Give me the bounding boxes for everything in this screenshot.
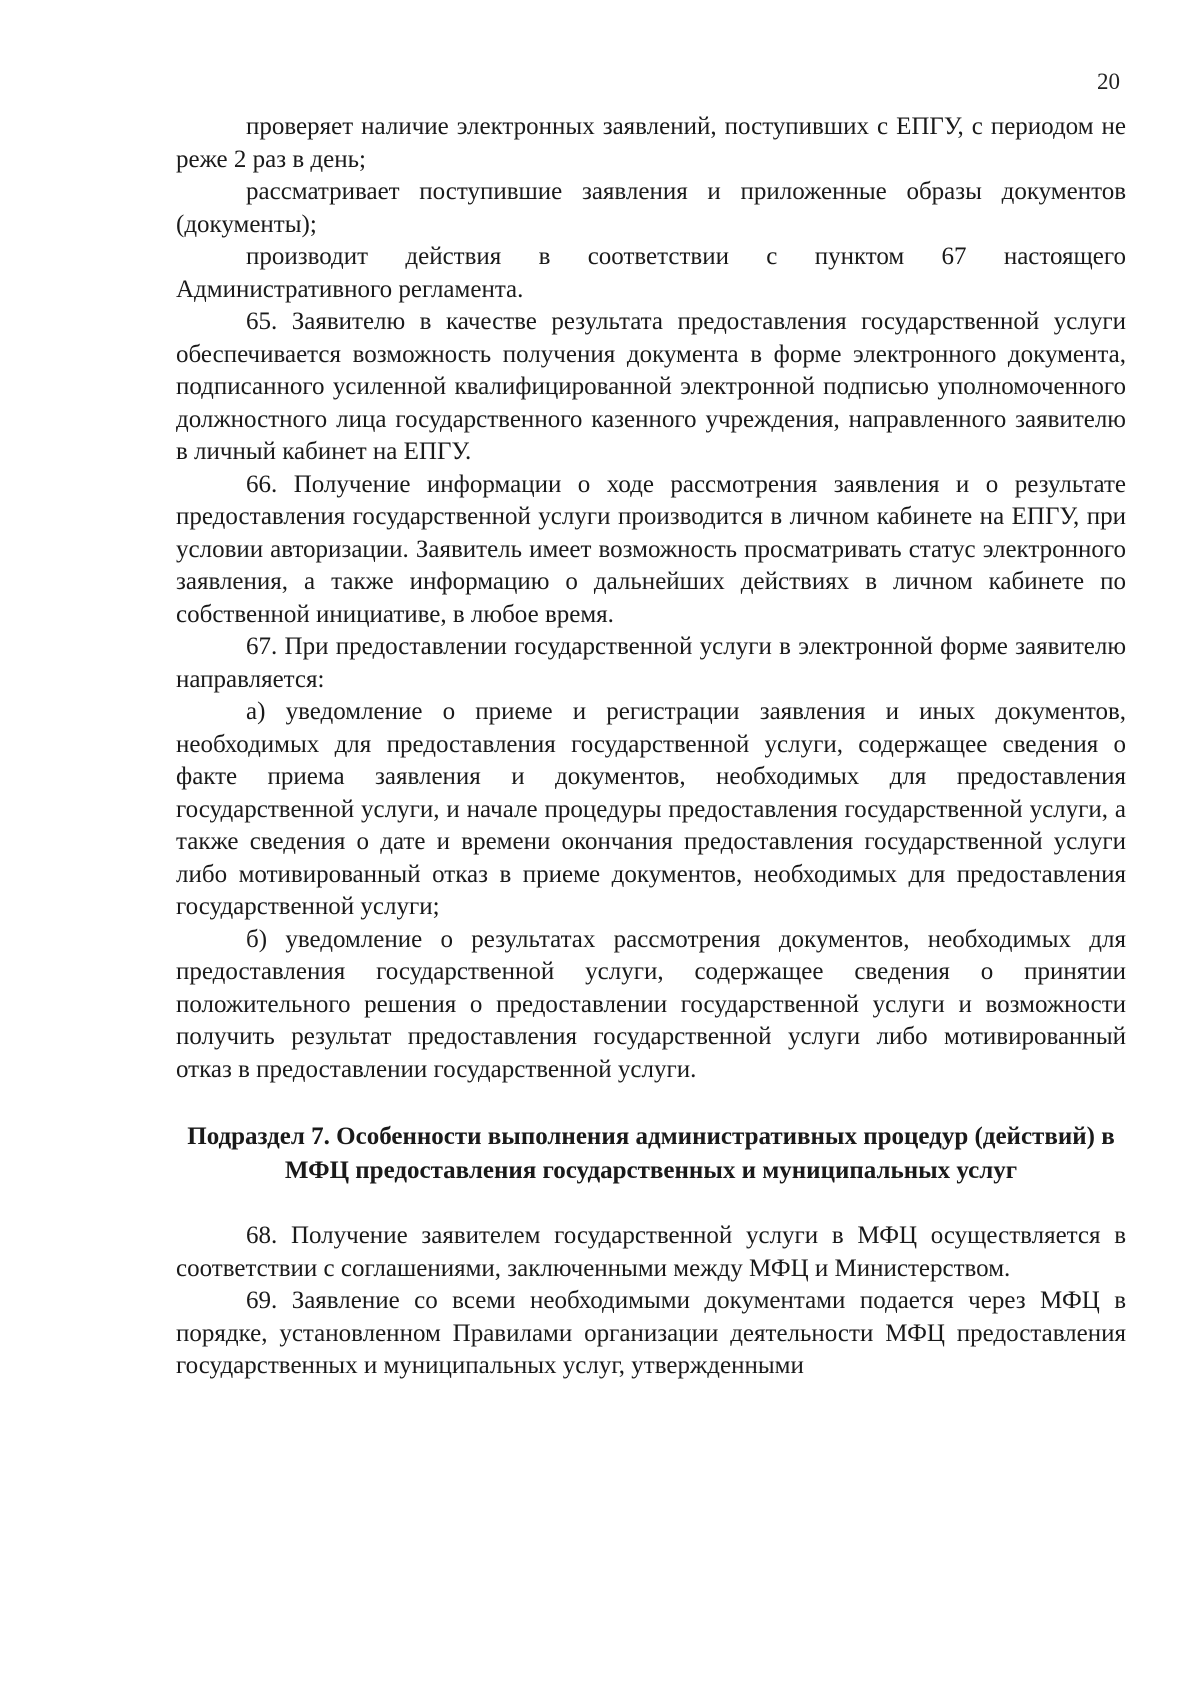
paragraph: проверяет наличие электронных заявлений, поступивших с ЕПГУ, с периодом не реже 2 раз в день; xyxy=(176,113,1126,173)
paragraph: производит действия в соответствии с пунктом 67 настоящего Административного регламента. xyxy=(176,243,1126,303)
paragraph-67: 67. При предоставлении государственной услуги в электронной форме заявителю направляется: xyxy=(176,633,1126,693)
section-heading: Подраздел 7. Особенности выполнения административных процедур (действий) в МФЦ предоставления государственных и муниципальных услуг xyxy=(187,1123,1115,1184)
paragraph-65: 65. Заявителю в качестве результата предоставления государственной услуги обеспечивается возможность получения документа в форме электронного документа, подписанного усиленной квалифицированной электронной подписью уполномоченного должностного лица государственного казенного учреждения, направленного заявителю в личный кабинет на ЕПГУ. xyxy=(176,308,1126,465)
page-number: 20 xyxy=(1097,69,1120,94)
paragraph-69: 69. Заявление со всеми необходимыми документами подается через МФЦ в порядке, установленном Правилами организации деятельности МФЦ предоставления государственных и муниципальных услуг, утвержденными xyxy=(176,1287,1126,1379)
document-body xyxy=(176,111,1126,1383)
paragraph-67a: а) уведомление о приеме и регистрации заявления и иных документов, необходимых для предоставления государственной услуги, содержащее сведения о факте приема заявления и документов, необходимых для предоставления государственной услуги, и начале процедуры предоставления государственной услуги, а также сведения о дате и времени окончания предоставления государственной услуги либо мотивированный отказ в приеме документов, необходимых для предоставления государственной услуги; xyxy=(176,698,1126,920)
paragraph-66: 66. Получение информации о ходе рассмотрения заявления и о результате предоставления государственной услуги производится в личном кабинете на ЕПГУ, при условии авторизации. Заявитель имеет возможность просматривать статус электронного заявления, а также информацию о дальнейших действиях в личном кабинете по собственной инициативе, в любое время. xyxy=(176,470,1126,628)
paragraph-67b: б) уведомление о результатах рассмотрения документов, необходимых для предоставления государственной услуги, содержащее сведения о принятии положительного решения о предоставлении государственной услуги и возможности получить результат предоставления государственной услуги либо мотивированный отказ в предоставлении государственной услуги. xyxy=(176,925,1126,1083)
paragraph-68: 68. Получение заявителем государственной услуги в МФЦ осуществляется в соответствии с соглашениями, заключенными между МФЦ и Министерством. xyxy=(176,1222,1126,1282)
paragraph: рассматривает поступившие заявления и приложенные образы документов (документы); xyxy=(176,178,1126,238)
